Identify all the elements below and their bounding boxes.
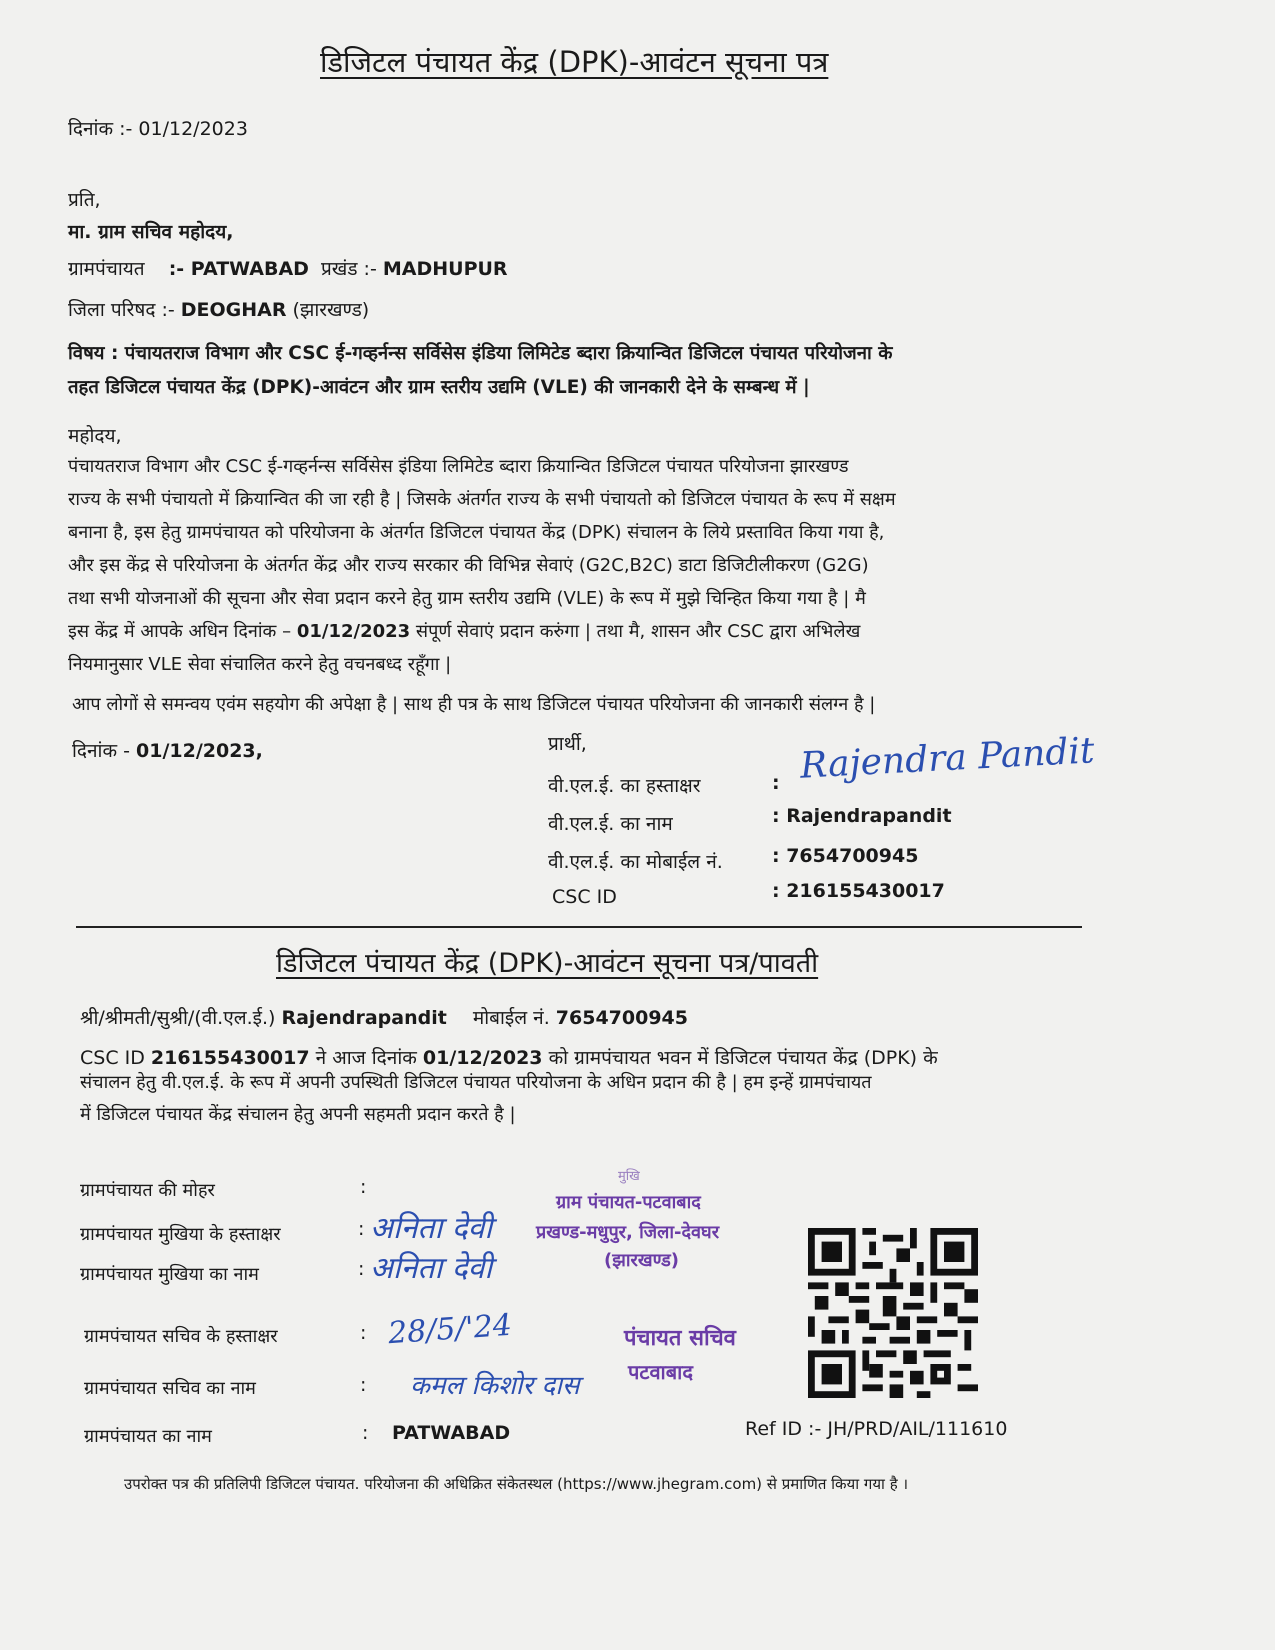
receipt-csc-label: CSC ID <box>80 1047 145 1069</box>
body-line-6-pre: इस केंद्र में आपके अधिन दिनांक – <box>68 621 292 642</box>
subject-line-1: विषय : पंचायतराज विभाग और CSC ई-गव्हर्नन्स सर्विसेस इंडिया लिमिटेड ब्दारा क्रियान्वित डिजिटल पंचायत परियोजना के <box>68 343 893 364</box>
person-name: Rajendrapandit <box>281 1007 447 1029</box>
sign-date-label: दिनांक - <box>72 740 130 762</box>
date-value: 01/12/2023 <box>138 118 248 140</box>
receipt-line-2: संचालन हेतु वी.एल.ई. के रूप में अपनी उपस्थिती डिजिटल पंचायत परियोजना के अधिन प्रदान की है | हम इन्हें ग्रामपंचायत <box>80 1072 872 1093</box>
receipt-title: डिजिटल पंचायत केंद्र (DPK)-आवंटन सूचना पत्र/पावती <box>276 948 819 979</box>
receipt-person-line <box>80 1004 688 1030</box>
section-divider <box>76 926 1082 928</box>
body-line-1: पंचायतराज विभाग और CSC ई-गव्हर्नन्स सर्विसेस इंडिया लिमिटेड ब्दारा क्रियान्वित डिजिटल पंचायत परियोजना झारखण्ड <box>68 456 849 477</box>
subject-line-2: तहत डिजिटल पंचायत केंद्र (DPK)-आवंटन और ग्राम स्तरीय उद्यमि (VLE) की जानकारी देने के सम्बन्ध में | <box>68 377 810 398</box>
vle-name-value: : Rajendrapandit <box>772 805 952 827</box>
letter-title: डिजिटल पंचायत केंद्र (DPK)-आवंटन सूचना पत्र <box>320 45 829 79</box>
body-line-2: राज्य के सभी पंचायतो में क्रियान्वित की जा रही है | जिसके अंतर्गत राज्य के सभी पंचायतो को डिजिटल पंचायत के रूप में सक्षम <box>68 489 896 510</box>
footer-note: उपरोक्त पत्र की प्रतिलिपी डिजिटल पंचायत. परियोजना की अधिक्रित संकेतस्थल (https://www.jhegram.com) से प्रमाणित किया गया है । <box>124 1475 909 1493</box>
body-line-5: तथा सभी योजनाओं की सूचना और सेवा प्रदान करने हेतु ग्राम स्तरीय उद्यमि (VLE) के रूप में मुझे चिन्हित किया गया है | मै <box>68 588 866 609</box>
gp-name-label: ग्रामपंचायत का नाम <box>84 1426 212 1447</box>
csc-value: : 216155430017 <box>772 880 945 902</box>
applicant-label: प्रार्थी, <box>548 733 587 755</box>
receipt-csc-value: 216155430017 <box>150 1047 310 1069</box>
vle-mobile-label: वी.एल.ई. का मोबाईल नं. <box>548 851 723 873</box>
salutation: महोदय, <box>68 425 122 447</box>
district-label: जिला परिषद :- <box>68 299 175 321</box>
gp-name-value: PATWABAD <box>392 1422 511 1444</box>
sign-date-line <box>72 737 263 763</box>
receipt-line-1-mid: ने आज दिनांक <box>315 1047 417 1069</box>
mukhiya-name-colon: : <box>358 1258 365 1280</box>
vle-sign-label: वी.एल.ई. का हस्ताक्षर <box>548 775 701 797</box>
mobile-label: मोबाईल नं. <box>472 1007 550 1029</box>
block-value: MADHUPUR <box>382 258 508 280</box>
mukhiya-signature: अनिता देवी <box>370 1211 493 1246</box>
body-line-6-date: 01/12/2023 <box>296 621 411 642</box>
to-label: प्रति, <box>68 189 101 211</box>
gp-block-line <box>68 255 508 281</box>
sachiv-name-colon: : <box>360 1374 367 1396</box>
sachiv-name-handwritten: कमल किशोर दास <box>410 1371 580 1401</box>
block-label: प्रखंड :- <box>320 258 377 280</box>
person-label: श्री/श्रीमती/सुश्री/(वी.एल.ई.) <box>80 1007 276 1029</box>
sachiv-sign-colon: : <box>360 1322 367 1344</box>
date-line <box>68 115 248 141</box>
mukhiya-sign-label: ग्रामपंचायत मुखिया के हस्ताक्षर <box>80 1224 281 1245</box>
mukhiya-sign-colon: : <box>358 1218 365 1240</box>
body-line-3: बनाना है, इस हेतु ग्रामपंचायत को परियोजना के अंतर्गत डिजिटल पंचायत केंद्र (DPK) संचालन के लिये प्रस्तावित किया गया है, <box>68 522 885 543</box>
vle-signature: Rajendra Pandit <box>799 730 1096 787</box>
gp-name-colon: : <box>362 1422 369 1444</box>
sachiv-signature: 28/5/'24 <box>386 1307 513 1352</box>
receipt-line-1-post: को ग्रामपंचायत भवन में डिजिटल पंचायत केंद्र (DPK) के <box>548 1047 938 1069</box>
mukhiya-name-label: ग्रामपंचायत मुखिया का नाम <box>80 1264 259 1285</box>
vle-sign-colon: : <box>772 772 780 794</box>
qr-code <box>808 1228 978 1398</box>
body-line-6-post: संपूर्ण सेवाएं प्रदान करुंगा | तथा मै, शासन और CSC द्वारा अभिलेख <box>415 621 861 642</box>
sachiv-name-label: ग्रामपंचायत सचिव का नाम <box>84 1378 256 1399</box>
sign-date-value: 01/12/2023, <box>136 740 263 762</box>
receipt-line-1-date: 01/12/2023 <box>422 1047 543 1069</box>
stamp-gp-line-3: (झारखण्ड) <box>604 1250 679 1271</box>
mobile-value: 7654700945 <box>555 1007 688 1029</box>
district-value: DEOGHAR <box>180 299 287 321</box>
receipt-line-3: में डिजिटल पंचायत केंद्र संचालन हेतु अपनी सहमती प्रदान करते है | <box>80 1104 516 1125</box>
csc-label: CSC ID <box>552 886 617 908</box>
district-line <box>68 296 369 322</box>
gp-label: ग्रामपंचायत <box>68 258 145 280</box>
stamp-sachiv-line-2: पटवाबाद <box>628 1360 693 1384</box>
stamp-mukhia-small: मुखि <box>618 1169 640 1184</box>
cooperation-line: आप लोगों से समन्वय एवंम सहयोग की अपेक्षा है | साथ ही पत्र के साथ डिजिटल पंचायत परियोजना की जानकारी संलग्न है | <box>72 694 876 715</box>
receipt-line-1 <box>80 1044 938 1070</box>
seal-colon: : <box>360 1176 367 1198</box>
stamp-sachiv-line-1: पंचायत सचिव <box>624 1326 736 1351</box>
vle-name-label: वी.एल.ई. का नाम <box>548 813 673 835</box>
stamp-gp-line-1: ग्राम पंचायत-पटवाबाद <box>556 1192 701 1213</box>
body-line-7: नियमानुसार VLE सेवा संचालित करने हेतु वचनबध्द रहूँगा | <box>68 654 452 675</box>
body-line-4: और इस केंद्र से परियोजना के अंतर्गत केंद्र और राज्य सरकार की विभिन्न सेवाएं (G2C,B2C) डाटा डिजिटीलीकरण (G2G) <box>68 555 869 576</box>
mukhiya-name-handwritten: अनिता देवी <box>370 1251 493 1286</box>
recipient: मा. ग्राम सचिव महोदय, <box>68 221 234 243</box>
ref-id: Ref ID :- JH/PRD/AIL/111610 <box>745 1418 1008 1440</box>
gp-value: :- PATWABAD <box>168 258 309 280</box>
state-value: (झारखण्ड) <box>292 299 370 321</box>
body-line-6 <box>68 619 860 643</box>
sachiv-sign-label: ग्रामपंचायत सचिव के हस्ताक्षर <box>84 1326 278 1347</box>
vle-mobile-value: : 7654700945 <box>772 845 919 867</box>
date-label: दिनांक :- <box>68 118 133 140</box>
stamp-gp-line-2: प्रखण्ड-मधुपुर, जिला-देवघर <box>536 1222 720 1243</box>
seal-label: ग्रामपंचायत की मोहर <box>80 1180 215 1201</box>
